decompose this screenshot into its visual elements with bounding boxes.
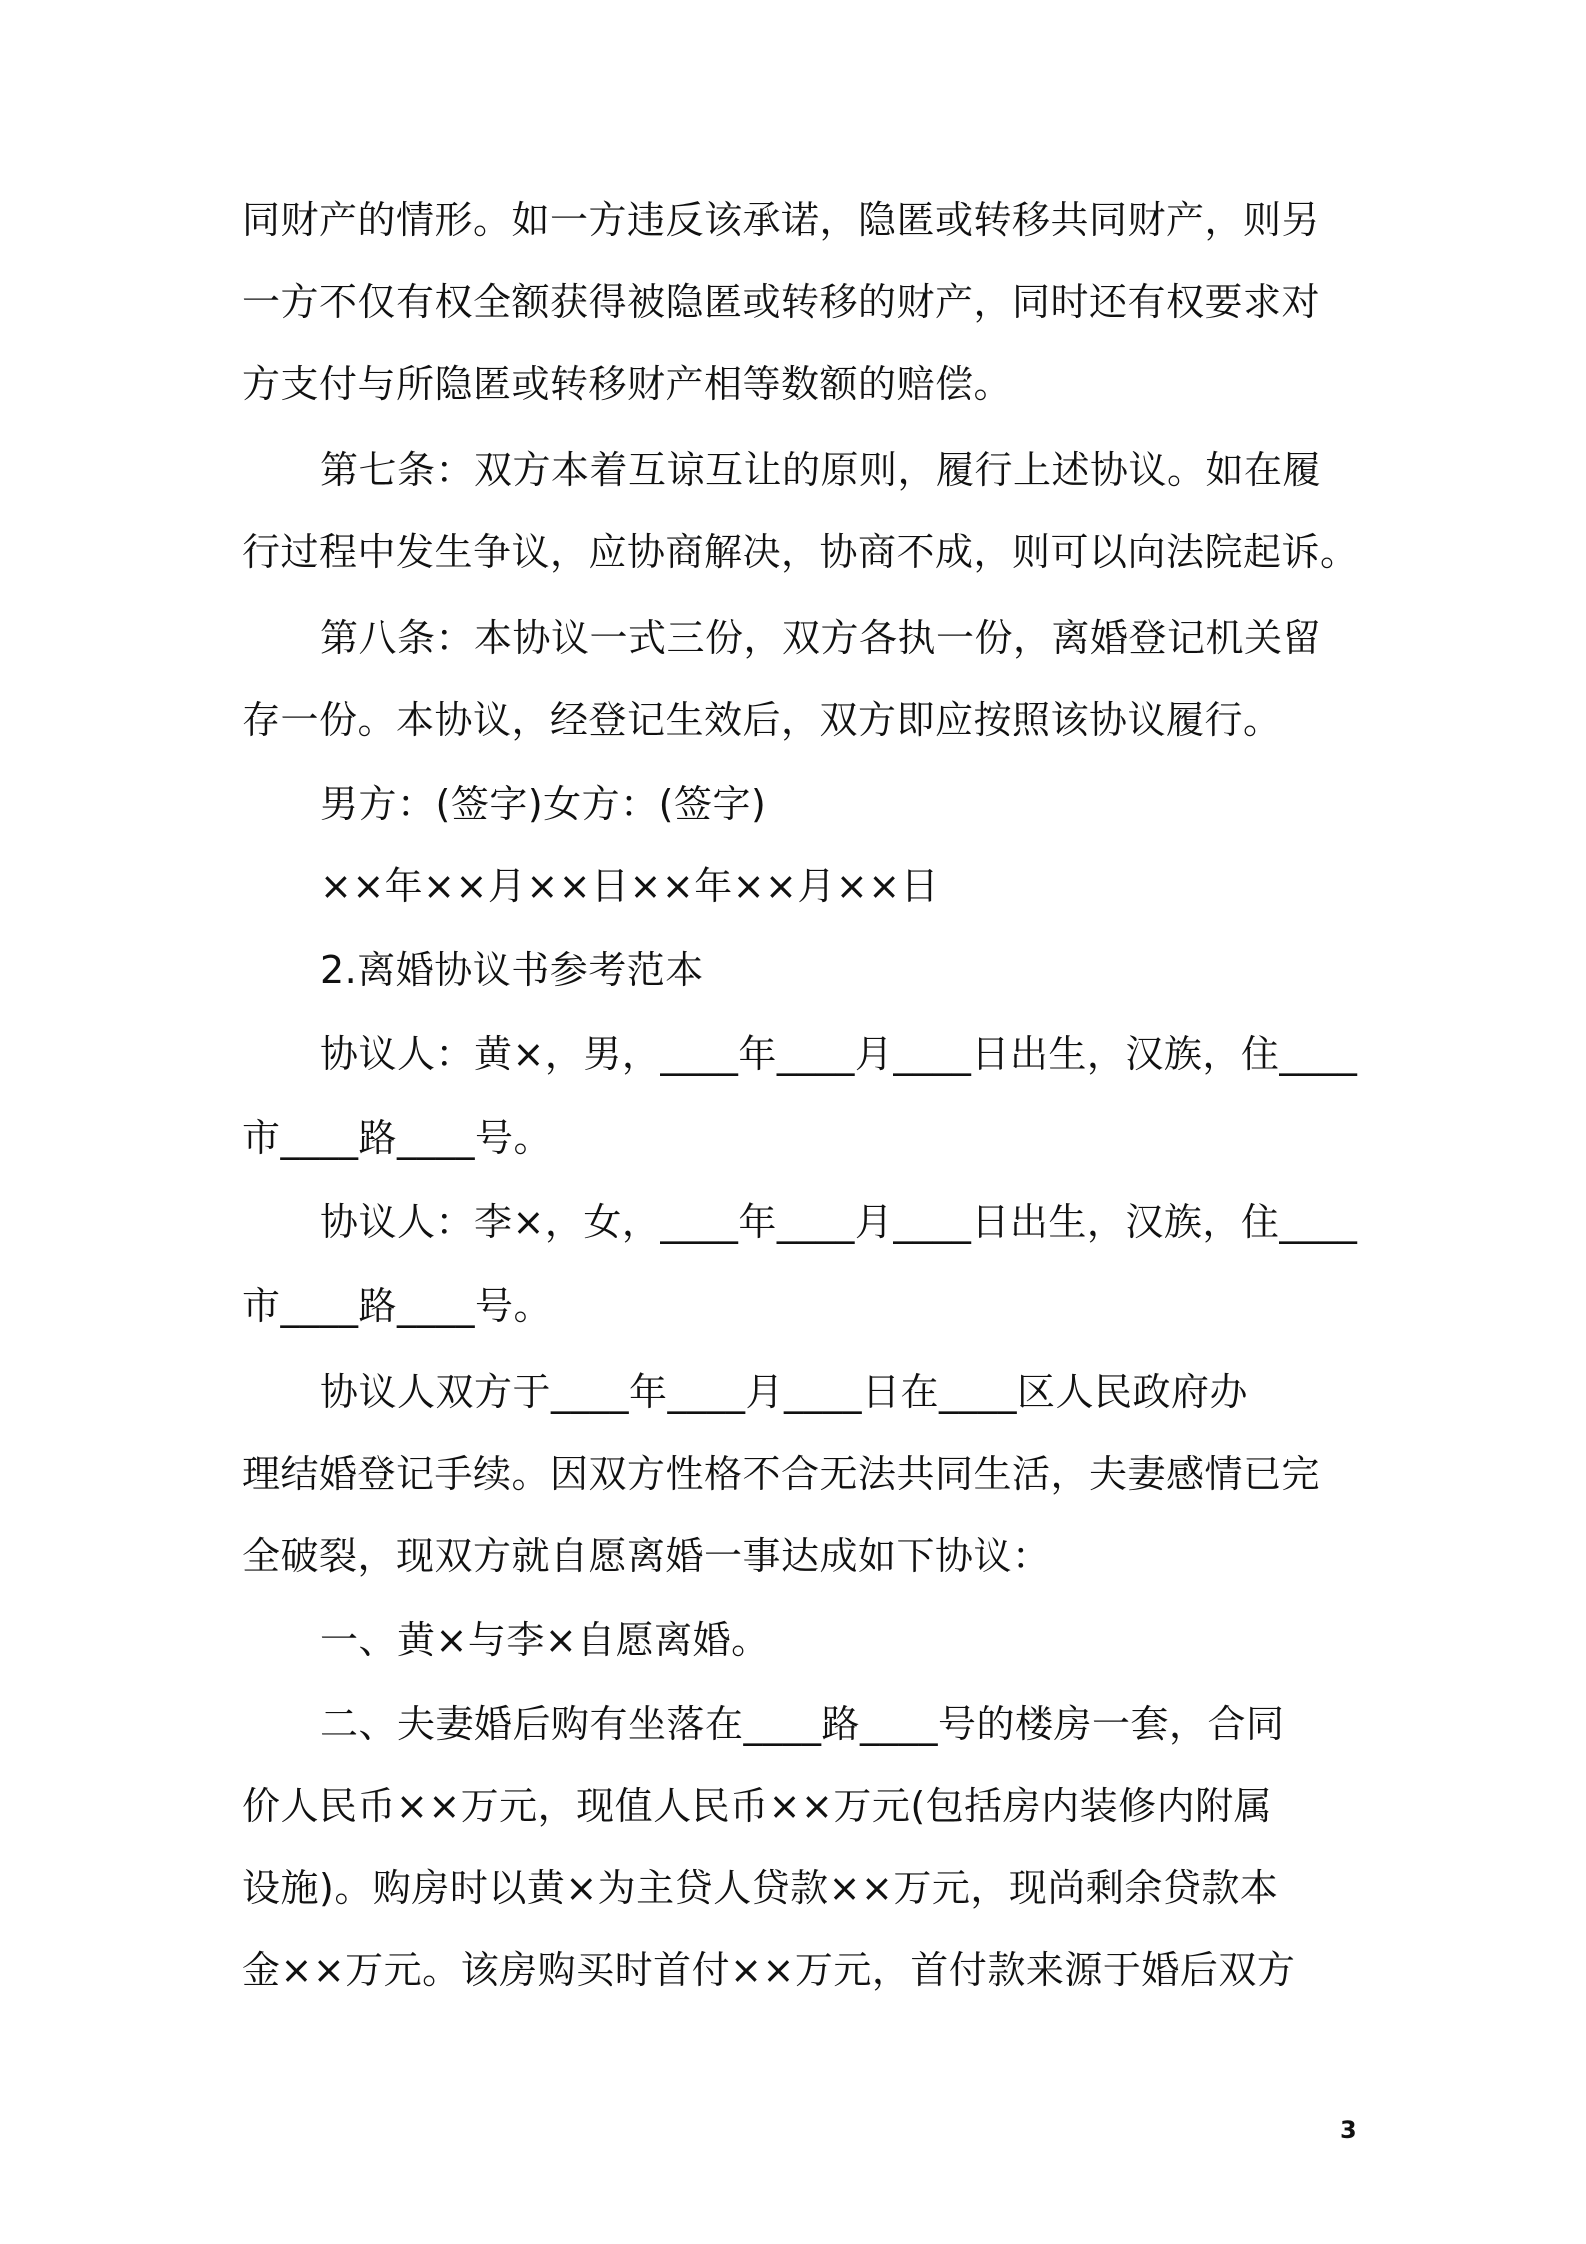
- text-line: 金××万元。该房购买时首付××万元，首付款来源于婚后双方: [242, 1948, 1296, 1992]
- text-line: 行过程中发生争议，应协商解决，协商不成，则可以向法院起诉。: [242, 530, 1359, 574]
- text-line: 价人民币××万元，现值人民币××万元(包括房内装修内附属: [242, 1784, 1273, 1828]
- text-line: 二、夫妻婚后购有坐落在____路____号的楼房一套，合同: [320, 1702, 1285, 1746]
- text-line: 一、黄×与李×自愿离婚。: [320, 1618, 770, 1662]
- text-line: 协议人：李×，女，____年____月____日出生，汉族，住____: [320, 1200, 1358, 1244]
- signature-line: 男方：(签字)女方：(签字): [320, 782, 767, 826]
- text-line: 第八条：本协议一式三份，双方各执一份，离婚登记机关留: [320, 616, 1322, 660]
- text-line: 一方不仅有权全额获得被隐匿或转移的财产，同时还有权要求对: [242, 280, 1321, 324]
- text-line: 协议人双方于____年____月____日在____区人民政府办: [320, 1370, 1249, 1414]
- text-line: 方支付与所隐匿或转移财产相等数额的赔偿。: [242, 362, 1013, 406]
- page-number: 3: [1340, 2116, 1357, 2144]
- text-line: 存一份。本协议，经登记生效后，双方即应按照该协议履行。: [242, 698, 1282, 742]
- text-line: 全破裂，现双方就自愿离婚一事达成如下协议：: [242, 1534, 1051, 1578]
- text-line: 同财产的情形。如一方违反该承诺，隐匿或转移共同财产，则另: [242, 198, 1321, 242]
- text-line: 市____路____号。: [242, 1116, 553, 1160]
- text-line: 理结婚登记手续。因双方性格不合无法共同生活，夫妻感情已完: [242, 1452, 1321, 1496]
- text-line: 协议人：黄×，男，____年____月____日出生，汉族，住____: [320, 1032, 1358, 1076]
- section-heading: 2.离婚协议书参考范本: [320, 948, 704, 992]
- text-line: 第七条：双方本着互谅互让的原则，履行上述协议。如在履: [320, 448, 1322, 492]
- date-line: ××年××月××日××年××月××日: [320, 864, 940, 908]
- text-line: 设施)。购房时以黄×为主贷人贷款××万元，现尚剩余贷款本: [242, 1866, 1279, 1910]
- text-line: 市____路____号。: [242, 1284, 553, 1328]
